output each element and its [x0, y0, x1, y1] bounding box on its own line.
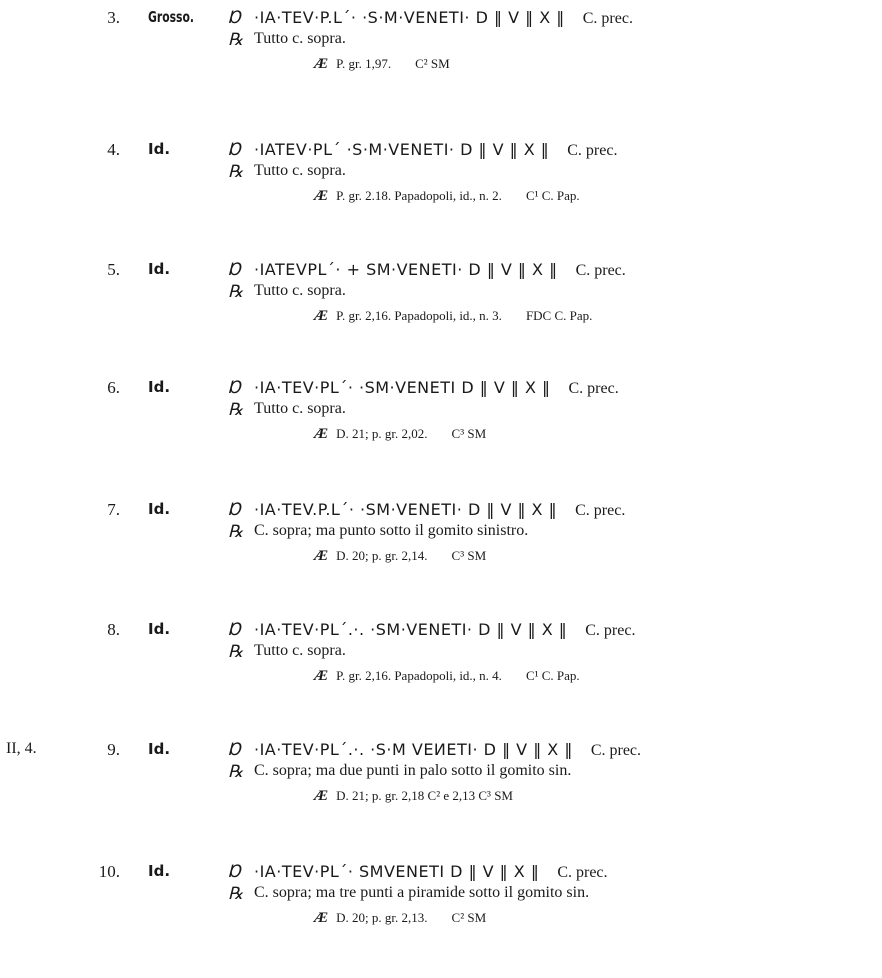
- reverse-description: Tutto c. sopra.: [254, 30, 346, 47]
- specimen-details: [314, 56, 450, 73]
- specimen-detail: P. gr. 2.18. Papadopoli, id., n. 2.: [336, 188, 502, 203]
- catalog-entry: [0, 378, 882, 488]
- obverse-symbol: Ɒ: [228, 378, 242, 397]
- catalog-entry: [0, 140, 882, 250]
- specimen-details: [314, 910, 486, 927]
- obverse-legend: [254, 740, 641, 760]
- specimen-details: [314, 426, 486, 443]
- obverse-text: ·IA·TEV·P.L´· ·S·M·VENETI· D ‖ V ‖ X ‖: [254, 8, 565, 27]
- reverse-symbol: ℞: [228, 762, 244, 781]
- obverse-note: C. prec.: [575, 262, 626, 279]
- specimen-details: [314, 668, 580, 685]
- entry-number: 3.: [107, 8, 120, 27]
- obverse-legend: [254, 378, 619, 398]
- obverse-symbol: Ɒ: [228, 500, 242, 519]
- obverse-note: C. prec.: [590, 742, 642, 759]
- obverse-symbol: Ɒ: [228, 260, 242, 279]
- specimen-details: [314, 308, 592, 325]
- entry-number: 4.: [107, 140, 120, 159]
- obverse-legend: [254, 620, 635, 640]
- denomination: Grosso.: [148, 8, 194, 26]
- specimen-details: [314, 788, 513, 805]
- reverse-description: C. sopra; ma due punti in palo sotto il gomito sin.: [254, 762, 572, 779]
- obverse-symbol: Ɒ: [228, 862, 242, 881]
- obverse-symbol: Ɒ: [228, 140, 242, 159]
- obverse-text: ·IA·TEV·PL´· ·SM·VENETI D ‖ V ‖ X ‖: [254, 378, 551, 397]
- specimen-detail: C³ SM: [451, 426, 487, 441]
- obverse-symbol: Ɒ: [228, 8, 242, 27]
- entry-number: 9.: [107, 740, 120, 759]
- obverse-note: C. prec.: [568, 380, 619, 397]
- plate-reference: II, 4.: [6, 740, 37, 757]
- reverse-description: C. sopra; ma punto sotto il gomito sinistro.: [254, 522, 529, 539]
- metal-symbol: Æ: [314, 56, 329, 72]
- metal-symbol: Æ: [314, 308, 329, 324]
- specimen-detail: C¹ C. Pap.: [525, 668, 580, 683]
- denomination: Id.: [148, 378, 171, 396]
- specimen-detail: FDC C. Pap.: [525, 308, 593, 323]
- metal-symbol: Æ: [314, 668, 329, 684]
- reverse-symbol: ℞: [228, 162, 244, 181]
- reverse-description: Tutto c. sopra.: [254, 162, 346, 179]
- entry-number: 8.: [107, 620, 120, 639]
- metal-symbol: Æ: [314, 188, 329, 204]
- reverse-description: Tutto c. sopra.: [254, 400, 346, 417]
- obverse-note: C. prec.: [557, 864, 608, 881]
- specimen-detail: C² SM: [451, 910, 487, 925]
- catalog-entry: [0, 862, 882, 972]
- obverse-symbol: Ɒ: [228, 740, 242, 759]
- reverse-symbol: ℞: [228, 522, 244, 541]
- denomination: Id.: [148, 620, 171, 638]
- denomination: Id.: [148, 862, 171, 880]
- specimen-detail: P. gr. 2,16. Papadopoli, id., n. 3.: [336, 308, 502, 323]
- specimen-detail: D. 20; p. gr. 2,13.: [336, 910, 428, 925]
- reverse-symbol: ℞: [228, 282, 244, 301]
- obverse-legend: [254, 140, 617, 160]
- obverse-text: ·IA·TEV.P.L´· ·SM·VENETI· D ‖ V ‖ X ‖: [254, 500, 558, 519]
- entry-number: 5.: [107, 260, 120, 279]
- obverse-legend: [254, 260, 626, 280]
- specimen-detail: C³ SM: [451, 548, 487, 563]
- obverse-text: ·IATEV·PL´ ·S·M·VENETI· D ‖ V ‖ X ‖: [254, 140, 550, 159]
- catalog-entry: [0, 260, 882, 370]
- denomination: Id.: [148, 500, 171, 518]
- reverse-description: C. sopra; ma tre punti a piramide sotto il gomito sin.: [254, 884, 590, 901]
- specimen-details: [314, 548, 486, 565]
- obverse-symbol: Ɒ: [228, 620, 242, 639]
- obverse-text: ·IA·TEV·PL´.·. ·S·M VEИETI· D ‖ V ‖ X ‖: [254, 740, 573, 759]
- specimen-detail: D. 21; p. gr. 2,18 C² e 2,13 C³ SM: [336, 788, 513, 803]
- reverse-symbol: ℞: [228, 400, 244, 419]
- obverse-note: C. prec.: [582, 10, 633, 27]
- catalog-entry: [0, 620, 882, 730]
- specimen-detail: D. 20; p. gr. 2,14.: [336, 548, 428, 563]
- obverse-text: ·IA·TEV·PL´.·. ·SM·VENETI· D ‖ V ‖ X ‖: [254, 620, 568, 639]
- specimen-detail: P. gr. 1,97.: [336, 56, 392, 71]
- metal-symbol: Æ: [314, 910, 329, 926]
- denomination: Id.: [148, 260, 171, 278]
- obverse-text: ·IATEVPL´· + SM·VENETI· D ‖ V ‖ X ‖: [254, 260, 558, 279]
- obverse-note: C. prec.: [567, 142, 618, 159]
- metal-symbol: Æ: [314, 426, 329, 442]
- obverse-note: C. prec.: [585, 622, 636, 639]
- catalog-entry: [0, 740, 882, 850]
- specimen-detail: P. gr. 2,16. Papadopoli, id., n. 4.: [336, 668, 502, 683]
- metal-symbol: Æ: [314, 548, 329, 564]
- metal-symbol: Æ: [314, 788, 329, 804]
- obverse-text: ·IA·TEV·PL´· SMVENETI D ‖ V ‖ X ‖: [254, 862, 540, 881]
- obverse-legend: [254, 862, 608, 882]
- obverse-legend: [254, 8, 633, 28]
- reverse-symbol: ℞: [228, 30, 244, 49]
- reverse-description: Tutto c. sopra.: [254, 642, 346, 659]
- specimen-detail: D. 21; p. gr. 2,02.: [336, 426, 428, 441]
- denomination: Id.: [148, 140, 171, 158]
- denomination: Id.: [148, 740, 171, 758]
- reverse-description: Tutto c. sopra.: [254, 282, 346, 299]
- entry-number: 10.: [98, 862, 120, 881]
- entry-number: 7.: [107, 500, 120, 519]
- obverse-legend: [254, 500, 625, 520]
- entry-number: 6.: [107, 378, 120, 397]
- specimen-detail: C¹ C. Pap.: [525, 188, 580, 203]
- specimen-details: [314, 188, 580, 205]
- catalog-entry: [0, 500, 882, 610]
- specimen-detail: C² SM: [415, 56, 450, 71]
- reverse-symbol: ℞: [228, 642, 244, 661]
- catalog-entry: [0, 8, 882, 118]
- obverse-note: C. prec.: [575, 502, 626, 519]
- reverse-symbol: ℞: [228, 884, 244, 903]
